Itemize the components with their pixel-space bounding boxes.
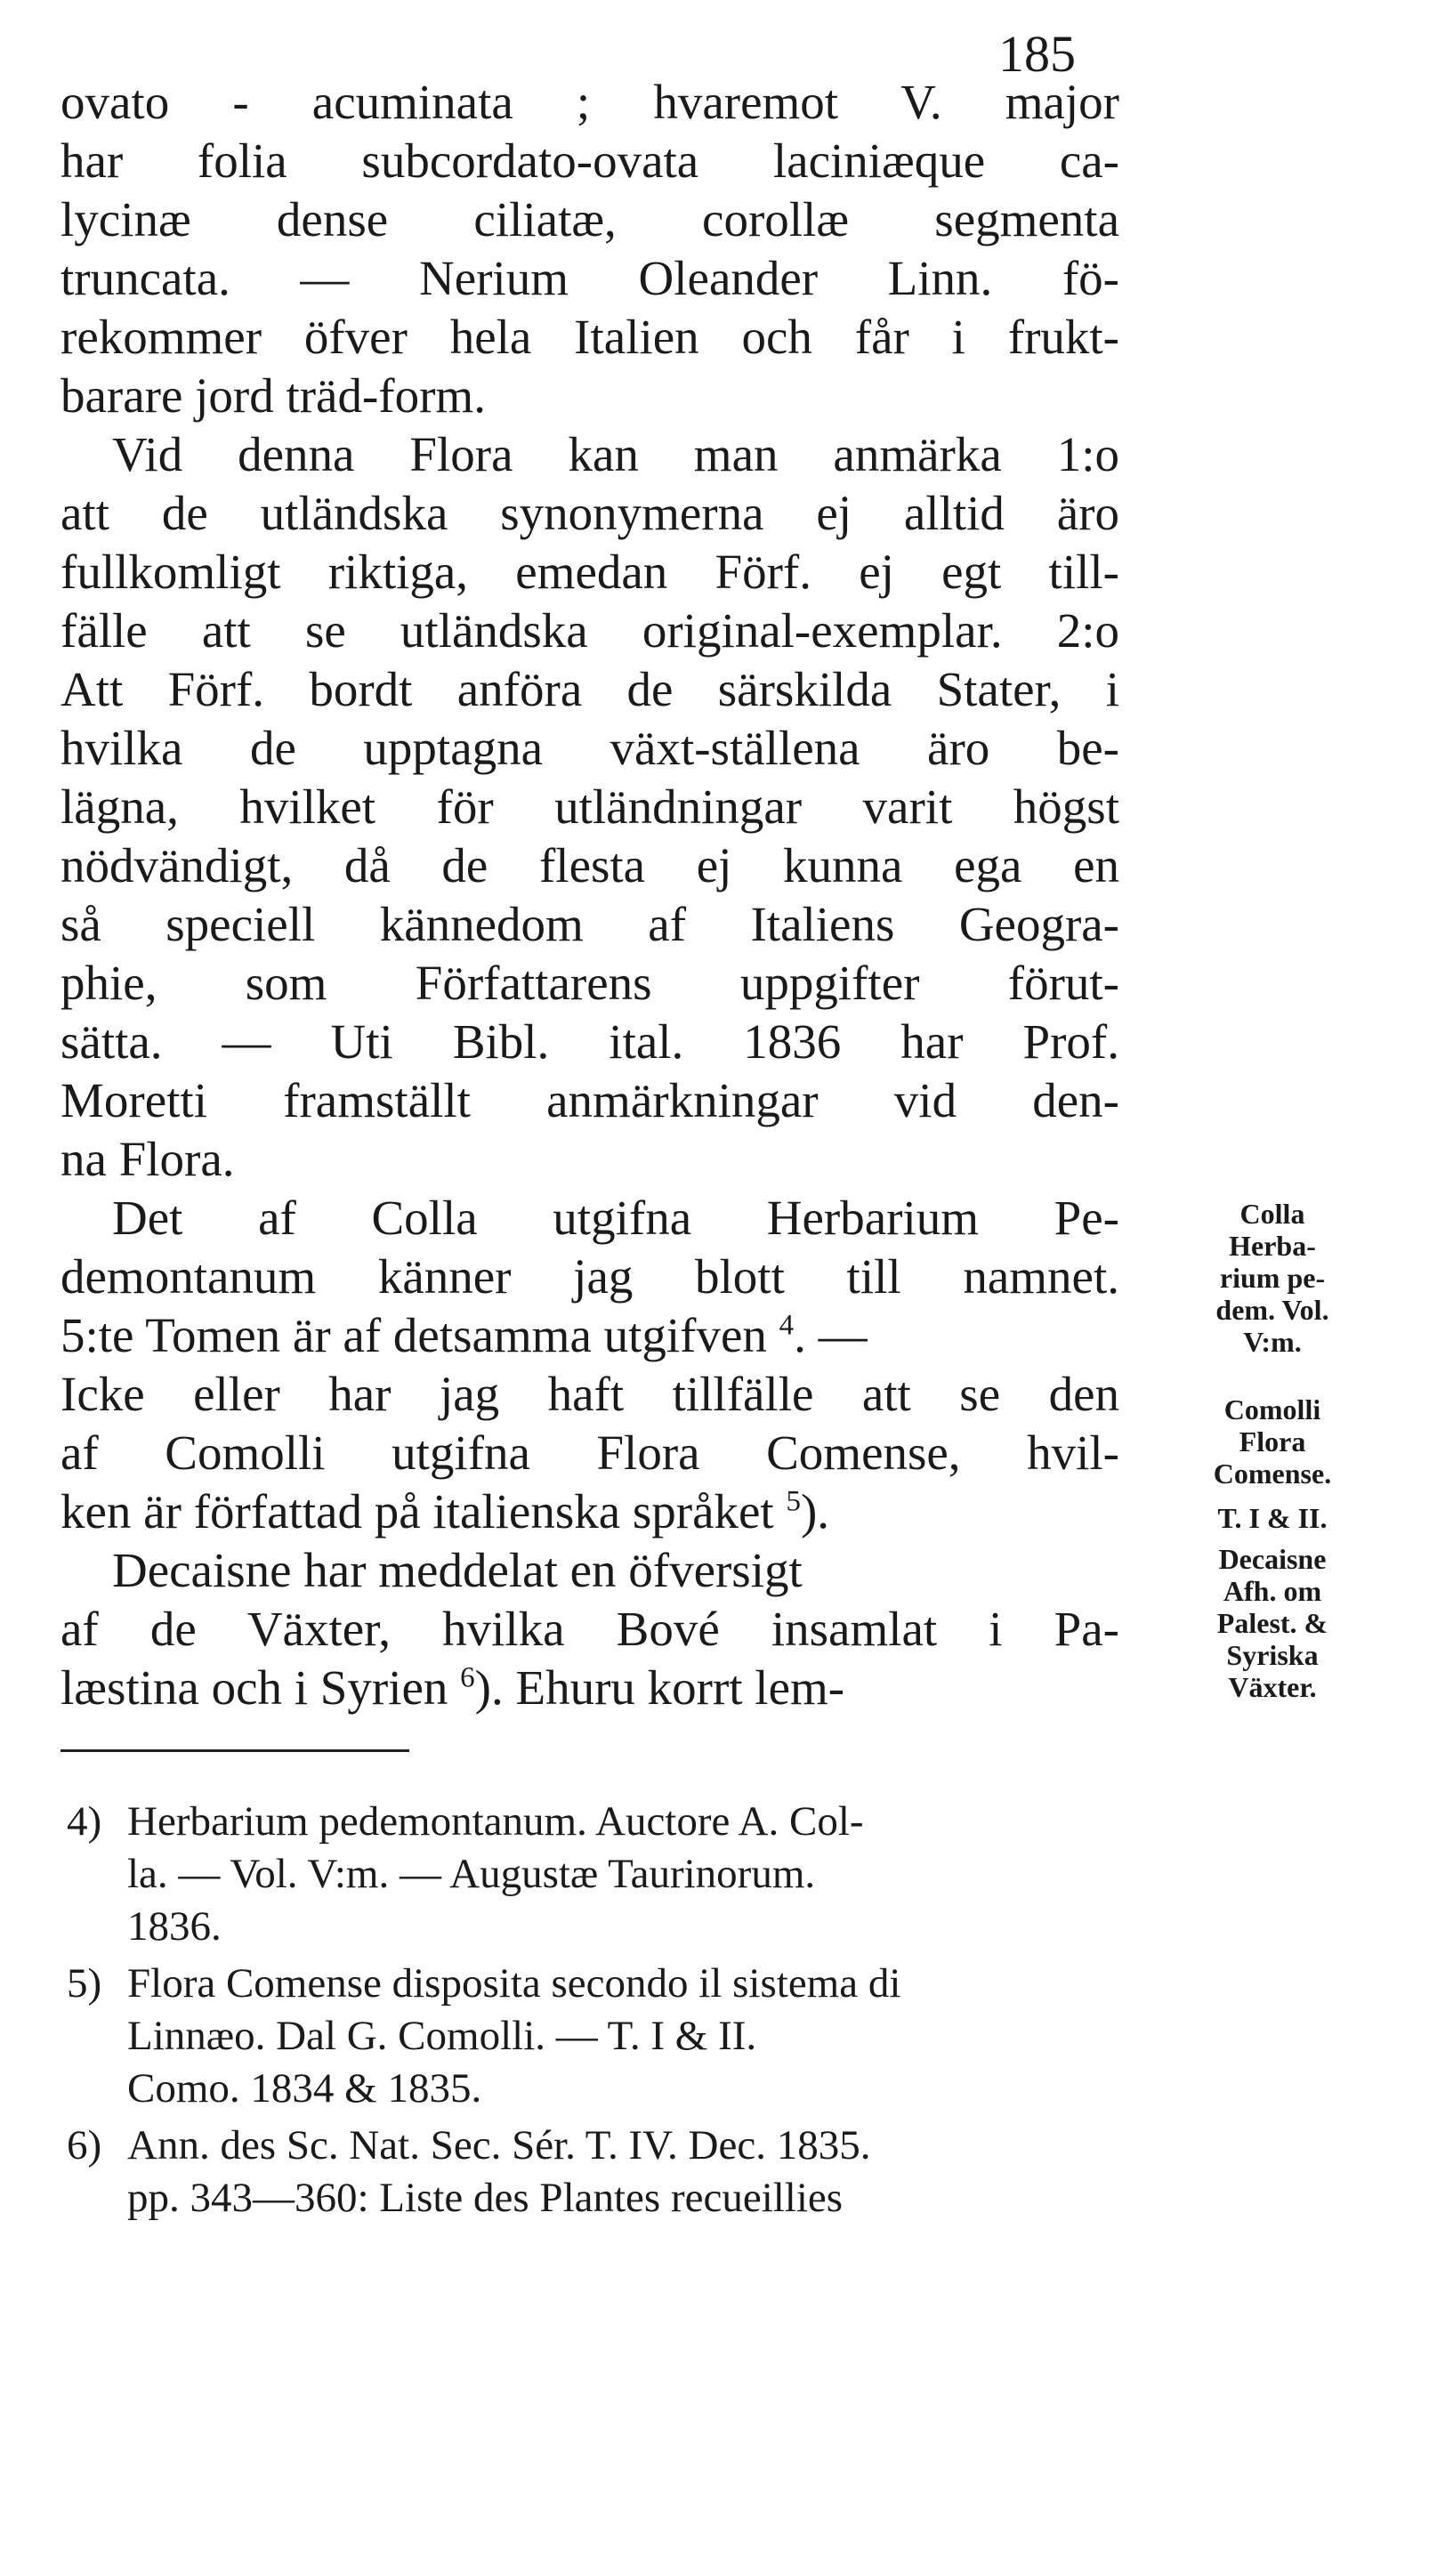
body-line-10: fälle att se utländska original-exemplar. 2:o <box>61 603 1119 658</box>
margin-note-line: V:m. <box>1243 1326 1302 1358</box>
footnote-ref-6[interactable]: 6 <box>460 1661 475 1694</box>
footnote-ref-4[interactable]: 4 <box>779 1309 795 1342</box>
margin-note-colla <box>1130 1198 1415 1358</box>
footnote-marker: 4) <box>67 1798 102 1845</box>
body-line-27: af de Växter, hvilka Bové insamlat i Pa- <box>61 1602 1119 1656</box>
margin-note-line: Decaisne <box>1218 1543 1327 1575</box>
margin-note-comolli <box>1130 1393 1415 1490</box>
margin-note-line: Afh. om <box>1223 1575 1322 1607</box>
margin-note-line: Palest. & <box>1216 1607 1328 1639</box>
footnote-marker: 6) <box>67 2122 102 2168</box>
footnote-5: 5) Flora Comense disposita secondo il sistema di Linnæo. Dal G. Comolli. — T. I & II. Como. 1834 & 1835. <box>67 1958 1134 2115</box>
margin-note-line: Syriska <box>1226 1639 1319 1671</box>
footnote-6: 6) Ann. des Sc. Nat. Sec. Sér. T. IV. Dec. 1835. pp. 343—360: Liste des Plantes recueillies <box>67 2120 1134 2225</box>
margin-note-line: Comense. <box>1213 1458 1332 1490</box>
margin-note-line: Flora <box>1239 1425 1306 1458</box>
body-line-3: lycinæ dense ciliatæ, corollæ segmenta <box>61 192 1119 246</box>
page-number: 185 <box>998 25 1076 83</box>
margin-note-tomes <box>1130 1502 1415 1534</box>
footnote-marker: 5) <box>67 1960 102 2007</box>
margin-note-line: rium pe- <box>1219 1262 1326 1294</box>
margin-note-decaisne <box>1130 1543 1415 1703</box>
body-line-15: så speciell kännedom af Italiens Geogra- <box>61 897 1119 951</box>
body-line-19: na Flora. <box>61 1132 235 1186</box>
margin-note-line: Herba- <box>1229 1230 1316 1262</box>
body-line-11: Att Förf. bordt anföra de särskilda Stater, i <box>61 662 1119 716</box>
body-line-20: Det af Colla utgifna Herbarium Pe- <box>112 1191 1119 1245</box>
footnote-ref-5[interactable]: 5 <box>786 1485 801 1518</box>
body-line-21: demontanum känner jag blott till namnet. <box>61 1249 1119 1304</box>
body-line-12: hvilka de upptagna växt-ställena äro be- <box>61 721 1119 775</box>
footnote-separator <box>61 1749 409 1752</box>
margin-note-line: T. I & II. <box>1217 1502 1328 1534</box>
body-line-26: Decaisne har meddelat en öfversigt <box>112 1543 803 1597</box>
body-line-22: 5:te Tomen är af detsamma utgifven $^4$. — <box>61 1308 868 1362</box>
body-line-2: har folia subcordato-ovata laciniæque ca- <box>61 133 1119 188</box>
margin-note-line: Colla <box>1239 1198 1305 1230</box>
body-line-8: att de utländska synonymerna ej alltid äro <box>61 486 1119 540</box>
body-line-14: nödvändigt, då de flesta ej kunna ega en <box>61 838 1119 892</box>
body-line-25: ken är författad på italienska språket $^5$). <box>61 1484 830 1538</box>
body-line-7: Vid denna Flora kan man anmärka 1:o <box>112 427 1119 481</box>
body-line-24: af Comolli utgifna Flora Comense, hvil- <box>61 1425 1119 1480</box>
body-line-17: sätta. — Uti Bibl. ital. 1836 har Prof. <box>61 1014 1119 1069</box>
body-line-28: læstina och i Syrien $^6$). Ehuru korrt lem- <box>61 1660 845 1715</box>
body-line-18: Moretti framställt anmärkningar vid den- <box>61 1073 1119 1127</box>
margin-note-line: dem. Vol. <box>1215 1294 1329 1326</box>
body-line-23: Icke eller har jag haft tillfälle att se den <box>61 1367 1119 1421</box>
body-line-1: ovato - acuminata ; hvaremot V. major <box>61 75 1119 129</box>
body-line-4: truncata. — Nerium Oleander Linn. fö- <box>61 251 1119 305</box>
margin-note-line: Comolli <box>1223 1393 1321 1425</box>
margin-note-line: Växter. <box>1228 1671 1317 1703</box>
body-line-5: rekommer öfver hela Italien och får i frukt- <box>61 310 1119 364</box>
body-line-16: phie, som Författarens uppgifter förut- <box>61 956 1119 1010</box>
body-line-6: barare jord träd-form. <box>61 368 486 423</box>
body-line-9: fullkomligt riktiga, emedan Förf. ej egt till- <box>61 545 1119 599</box>
footnote-4: 4) Herbarium pedemontanum. Auctore A. Col- la. — Vol. V:m. — Augustæ Taurinorum. 1836. <box>67 1796 1134 1953</box>
body-line-13: lägna, hvilket för utländningar varit högst <box>61 779 1119 834</box>
